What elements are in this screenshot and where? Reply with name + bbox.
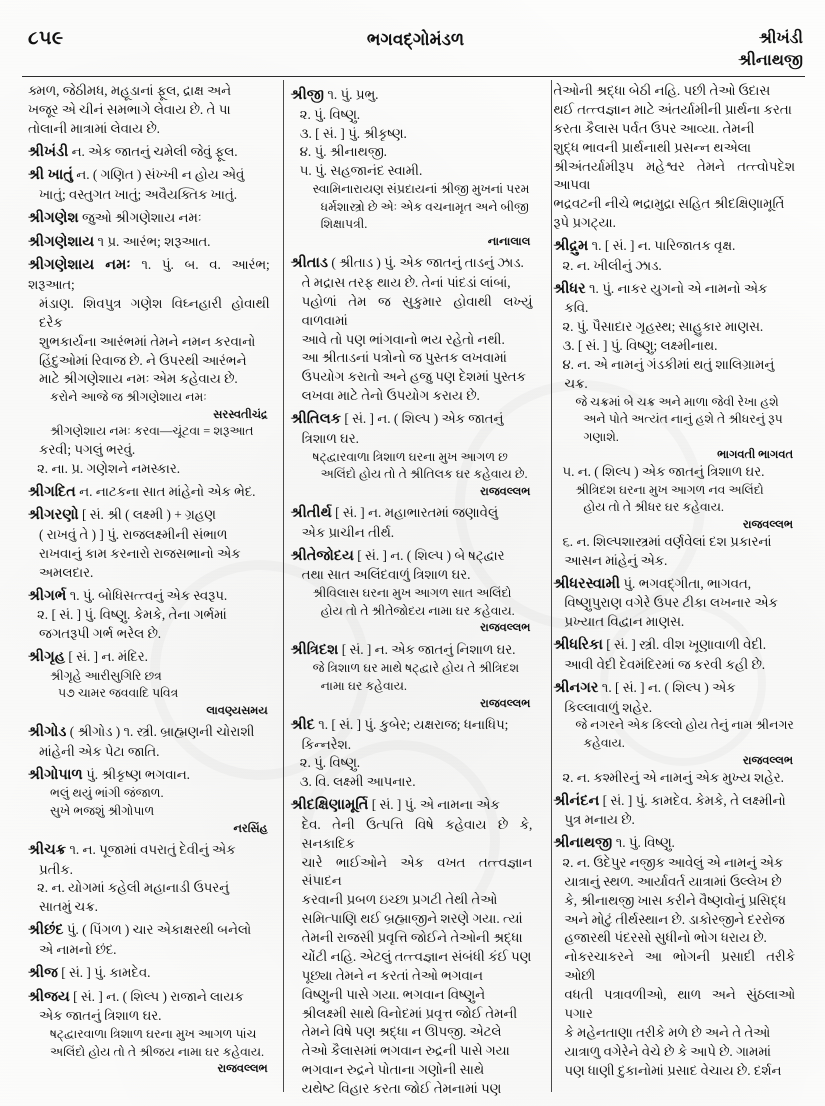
- entry-line: શ્રીઅંતર્યામીરૂપ મહેશ્વર તેમને તત્ત્વોપદેશ આપવા: [553, 158, 799, 193]
- entry-line: તેઓ કૈલાસમાં ભગવાન રુદ્રની પાસે ગયા: [301, 1043, 510, 1059]
- entry-line: હજારથી પંદરસો સુધીનો ભોગ ધરાય છે.: [564, 930, 767, 946]
- entry-line: ૨. પું. પૈસાદાર ગૃહસ્થ; સાહુકાર માણસ.: [562, 319, 764, 335]
- headword: શ્રીગણેશાય: [28, 233, 95, 250]
- definition-text: ૧. પું. નાકર યુગનો એ નામનો એક: [585, 280, 768, 296]
- entry-line: પહોળાં તેમ જ સુકુમાર હોવાથી લખ્યું વાળવામાં: [301, 293, 536, 328]
- dictionary-entry: [553, 678, 795, 699]
- entry-line: ૨. ન. ઉદેપુર નજીક આવેલું એ નામનું એક: [562, 854, 784, 870]
- entry-line: નાનાલાલ: [487, 236, 531, 249]
- left-column: [22, 82, 278, 1094]
- entry-line: નોકરચાકરને આ ભોગની પ્રસાદી તરીકે ઓછી: [564, 949, 799, 984]
- headword: શ્રીત્રિદશ: [290, 641, 339, 658]
- entry-line: વધતી પત્રાવળીઓ, થાળ અને સુંઠલાઓ પગાર: [564, 987, 799, 1021]
- dictionary-entry: [28, 255, 273, 295]
- entry-line: સુખે ભજશું શ્રીગોપાળ: [50, 804, 155, 819]
- entry-line: રાજવલ્લભ: [480, 622, 531, 635]
- headword: શ્રીખંડી: [28, 143, 69, 160]
- entry-line: ષટ્દ્વારવાળા ત્રિશાળ ઘરના મુખ આગળ છ: [312, 449, 508, 464]
- headword: શ્રીછંદ: [28, 922, 64, 939]
- headword: શ્રીદ: [290, 716, 315, 733]
- headword: શ્રીગણેશ: [28, 209, 79, 226]
- entry-line: કિલ્લાવાળું શહેર.: [564, 699, 653, 715]
- entry-line: સમિત્પાણિ થઈ બ્રહ્માજીને શરણે ગયા. ત્યાં: [301, 911, 523, 927]
- dictionary-entry: [28, 920, 270, 941]
- definition-text: [ સં. ] ન. મંદિર.: [65, 649, 148, 665]
- headword: શ્રીધર: [553, 280, 586, 297]
- dictionary-entry: [28, 840, 270, 861]
- definition-text: [ સં. ] ન. એક જાતનું નિશાળ ઘર.: [338, 641, 516, 657]
- definition-text: ૧. ન. પૂજામાં વપરાતું દેવીનું એક: [66, 841, 236, 857]
- entry-line: હોય તો તે શ્રીધર ઘર કહેવાય.: [583, 500, 724, 515]
- entry-line: ૨. ન. કશ્મીરનું એ નામનું એક મુખ્ય શહેર.: [562, 769, 784, 785]
- headword: શ્રીનગર: [553, 679, 599, 696]
- definition-text: [ સં. ] ન. મહાભારતમાં જણાવેલું: [331, 505, 499, 521]
- entry-line: તેમની રાજસી પ્રવૃત્તિ જોઈને તેઓની શ્રદ્ધા: [301, 930, 523, 946]
- headword: શ્રીદ્રુમ: [553, 238, 589, 254]
- entry-line: તે મદ્રાસ તરફ થાય છે. તેનાં પાંદડાં લાંબાં,: [301, 274, 511, 290]
- entry-line: જગતરૂપી ગર્ભ ભરેલ છે.: [39, 626, 162, 642]
- headword: શ્રીદક્ષિણામૂર્તિ: [290, 797, 369, 814]
- entry-line: વિષ્ણુની પાસે ગયા. ભગવાન વિષ્ણુને: [301, 986, 486, 1002]
- entry-line: શ્રીગણેશાય નમઃ કરવા—ચૂંટવા = શરૂઆત: [50, 424, 254, 439]
- definition-text: ૧. પું. વિષ્ણુ.: [612, 835, 675, 851]
- entry-line: હોય તો તે શ્રીતેજોદય નામા ઘર કહેવાય.: [320, 603, 515, 618]
- headword: શ્રીગૃહ: [28, 649, 66, 666]
- entry-line: રૂપે પ્રગટ્યા.: [553, 215, 616, 231]
- dictionary-entry: [553, 574, 795, 595]
- dictionary-entry: [28, 987, 270, 1008]
- dictionary-entry: [553, 635, 795, 656]
- entry-line: ૨. પું. વિષ્ણુ.: [299, 106, 361, 122]
- headword: શ્રીજ: [28, 964, 58, 981]
- entry-line: ૨. પું. વિષ્ણુ.: [299, 755, 361, 771]
- definition-text: પું. ( પિંગળ ) ચાર એકાક્ષરથી બનેલો: [63, 922, 252, 938]
- entry-line: ૫. પું. સહજાનંદ સ્વામી.: [299, 163, 423, 179]
- dictionary-entry: [291, 546, 533, 567]
- entry-line: રાખવાનું કામ કરનારો રાજસભાનો એક: [39, 545, 241, 561]
- definition-text: ( શ્રીગોડ ) ૧. સ્ત્રી. બ્રાહ્મણની ચોરાશી: [66, 724, 255, 740]
- entry-line: ભદ્રવટની નીચે ભદ્રામુદ્રા સહિત શ્રીદક્ષિણામૂર્તિ: [553, 196, 785, 212]
- entry-line: દેવ. તેની ઉત્પત્તિ વિષે કહેવાય છે કે, સનકાદિક: [301, 816, 536, 851]
- entry-line: તથા સાત અલિંદવાળું ત્રિશાળ ઘર.: [301, 567, 471, 583]
- entry-line: પુત્ર મનાય છે.: [564, 812, 635, 828]
- definition-text: ન. ( ગણિત ) સંખ્ખી ન હોય એવું: [72, 167, 245, 183]
- entry-line: તોલાની માત્રામાં લેવાય છે.: [28, 120, 160, 136]
- entry-line: ભાગવતી ભાગવત: [717, 448, 794, 461]
- entry-line: ( રાખવું તે ) ] પું. રાજલક્ષ્મીની સંભાળ: [39, 526, 228, 542]
- entry-line: મંડાણ. શિવપુત્ર ગણેશ વિઘ્નહારી હોવાથી દરેક: [39, 295, 273, 330]
- entry-line: લાવણ્યસમય: [206, 704, 268, 717]
- entry-line: ચારે ભાઈઓને એક વખત તત્ત્વજ્ઞાન સંપાદન: [301, 854, 536, 889]
- headword: શ્રીતાડ: [290, 255, 329, 272]
- entry-line: એ નામનો છંદ.: [39, 941, 117, 957]
- entry-line: રાજવલ્લભ: [742, 518, 794, 531]
- header-rule: [22, 76, 805, 77]
- dictionary-entry: [28, 208, 270, 229]
- entry-line: સાતમું ચક્ર.: [39, 899, 98, 915]
- guideword-first: શ્રીખંડી: [758, 30, 803, 47]
- entry-line: તેમને વિષે પણ શ્રદ્ધા ન ઊપજી. એટલે: [301, 1024, 502, 1040]
- text-columns: [22, 82, 803, 1097]
- entry-line: નરસિંહ: [233, 822, 268, 835]
- entry-line: સરસ્વતીચંદ્ર: [213, 408, 268, 421]
- entry-line: શ્રીત્રિદશ ઘરના મુખ આગળ નવ અલિંદો: [575, 482, 764, 497]
- definition-text: [ સં. ] ન. ( શિલ્પ ) રાજાને લાયક: [69, 988, 244, 1004]
- entry-line: એક જાતનું ત્રિશાળ ઘર.: [39, 1008, 162, 1024]
- dictionary-entry: [291, 503, 533, 524]
- headword: શ્રીગોપાળ: [28, 766, 83, 783]
- entry-line: એક પ્રાચીન તીર્થ.: [301, 524, 395, 540]
- page-number: ૮૫૯: [28, 28, 64, 49]
- entry-line: યથેષ્ટ વિહાર કરતા જોઈ તેમનામાં પણ: [301, 1081, 502, 1097]
- entry-line: વિષ્ણુપુરાણ વગેરે ઉપર ટીકા લખનાર એક: [564, 595, 778, 611]
- dictionary-entry: [28, 505, 270, 526]
- definition-text: [ સં. ] ન. ( શિલ્પ ) એક જાતનું: [341, 411, 504, 427]
- entry-line: શિક્ષાપત્રી.: [320, 217, 368, 232]
- entry-line: રાજવલ્લભ: [480, 697, 531, 710]
- entry-line: કવિ.: [564, 300, 589, 316]
- entry-line: ૪. ન. એ નામનું ગંડકીમાં થતું શાલિગ્રામનું: [562, 356, 775, 372]
- entry-line: સ્વામિનારાયણ સંપ્રદાયનાં શ્રીજી મુખનાં પરમ: [312, 182, 530, 197]
- right-column: [547, 82, 803, 1094]
- dictionary-entry: [291, 715, 533, 736]
- entry-line: ૩. [ સં. ] પું. વિષ્ણુ; લક્ષ્મીનાથ.: [562, 338, 718, 354]
- dictionary-entry: [28, 142, 270, 163]
- entry-line: કરતા કૈલાસ પર્વત ઉપર આવ્યા. તેમની: [553, 120, 755, 136]
- entry-line: આવી વેદી દેવમંદિરમાં જ કરવી કહી છે.: [564, 656, 766, 672]
- entry-line: ૨. [ સં. ] પું. વિષ્ણુ. કેમકે, તેના ગર્ભમાં: [37, 607, 227, 623]
- headword: શ્રીગદિત: [28, 483, 76, 500]
- definition-text: [ સં. ] પું. કામદેવ.: [57, 964, 151, 980]
- dictionary-entry: [291, 409, 533, 430]
- running-title: ભગવદ્ગોમંડળ: [366, 30, 465, 49]
- entry-line: આ શ્રીતાડનાં પત્રોનો જ પુસ્તક લખવામાં: [301, 350, 507, 366]
- entry-line: અને પોતે અત્યંત નાનું હશે તે શ્રીધરનું રૂપ: [583, 412, 783, 427]
- entry-line: ત્રિશાળ ઘર.: [301, 430, 359, 446]
- entry-line: ૬. ન. શિલ્પશાસ્ત્રમાં વર્ણવેલાં દશ પ્રકારનાં: [562, 533, 772, 549]
- entry-line: થઈ તત્ત્વજ્ઞાન માટે અંતર્યામીની પ્રાર્થના કરતા: [553, 101, 792, 117]
- entry-line: કે મહેનતાણા તરીકે મળે છે અને તે તેઓ: [564, 1024, 771, 1040]
- dictionary-entry: [28, 963, 270, 984]
- entry-line: જે ત્રિશાળ ઘર માથે ષટ્દ્વારે હોય તે શ્રીત્રિદશ: [312, 661, 520, 676]
- entry-line: રાજવલ્લભ: [480, 485, 531, 498]
- entry-line: કે, શ્રીનાથજી ખાસ કરીને વૈષ્ણવોનું પ્રસિદ્ધ: [564, 892, 787, 908]
- entry-line: માંહેની એક પેટા જાતિ.: [39, 743, 160, 759]
- headword: શ્રીગરણો: [28, 507, 79, 524]
- entry-line: અને મોટું તીર્થસ્થાન છે. ડાકોરજીને દરરોજ: [564, 911, 785, 927]
- dictionary-entry: [553, 833, 795, 854]
- definition-text: જુઓ શ્રીગણેશાય નમઃ: [78, 209, 202, 225]
- dictionary-entry: [291, 85, 533, 106]
- entry-line: આવે તો પણ ભાંગવાનો ભય રહેતો નથી.: [301, 331, 505, 347]
- definition-text: [ સં. ] પું. એ નામના એક: [368, 797, 500, 813]
- entry-line: ૨. ના. પ્ર. ગણેશને નમસ્કાર.: [37, 460, 181, 476]
- entry-line: જે નગરને એક કિલ્લો હોય તેનું નામ શ્રીનગર: [575, 718, 794, 733]
- definition-text: ૧. [ સં. ] ન. પારિજાતક વૃક્ષ.: [588, 238, 736, 253]
- headword: શ્રીતીર્થ: [290, 505, 332, 522]
- dictionary-entry: [28, 765, 270, 786]
- definition-text: ૧. [ સં. ] પું. કુબેર; યક્ષરાજ; ધનાધિપ;: [314, 716, 509, 732]
- entry-line: શ્રીલક્ષ્મી સાથે વિનોદમાં પ્રવૃત્ત જોઈ તેમની: [301, 1005, 518, 1021]
- entry-line: કરવી; પગલું ભરવું.: [39, 441, 136, 457]
- entry-line: ધર્મશાસ્ત્રો છે એઃ એક વચનામૃત અને બીજી: [320, 199, 529, 214]
- entry-line: ભગવાન રુદ્રને પોતાના ગણોની સાથે: [301, 1062, 485, 1078]
- entry-line: શુદ્ધ ભાવની પ્રાર્થનાથી પ્રસન્ન થએલા: [553, 139, 751, 155]
- headword: શ્રીતિલક: [290, 411, 342, 428]
- dictionary-entry: [553, 791, 795, 812]
- entry-line: અમલદાર.: [39, 564, 94, 580]
- definition-text: પું. ભગવદ્ગીતા, ભાગવત,: [620, 575, 752, 591]
- entry-line: શ્રીવિલાસ ઘરના મુખ આગળ સાત અલિંદો: [312, 586, 512, 601]
- dictionary-entry: [553, 279, 795, 300]
- entry-line: ષટ્દ્વારવાળા ત્રિશાળ ઘરના મુખ આગળ પાંચ: [50, 1027, 257, 1042]
- entry-line: કરવાની પ્રબળ ઇચ્છા પ્રગટી તેથી તેઓ: [301, 892, 498, 908]
- entry-line: ચોંટી નહિ. એટલું તત્ત્વજ્ઞાન સંબંધી કંઈ પણ: [301, 948, 532, 964]
- entry-line: ૨. ન. ખીલીનું ઝાડ.: [562, 257, 662, 273]
- entry-line: ૫. ન. ( શિલ્પ ) એક જાતનું ત્રિશાળ ઘર.: [562, 463, 765, 479]
- definition-text: ( શ્રીતાડ ) પું. એક જાતનું તાડનું ઝાડ.: [328, 255, 524, 271]
- definition-text: ન. નાટકના સાત માંહેનો એક ભેદ.: [75, 483, 256, 499]
- entry-line: હિંદુઓમાં રિવાજ છે. ને ઉપરથી આરંભને: [39, 352, 247, 368]
- entry-line: તેઓની શ્રદ્ધા બેઠી નહિ. પછી તેઓ ઉદાસ: [553, 83, 771, 98]
- running-head-guidewords: [738, 28, 803, 71]
- headword: શ્રીધરસ્વામી: [553, 575, 621, 592]
- entry-line: અલિંદો હોય તો તે શ્રીતિલક ઘર કહેવાય છે.: [320, 467, 528, 482]
- dictionary-entry: [553, 236, 795, 257]
- definition-text: [ સં. ] સ્ત્રી. વીશ ખૂણાવાળી વેદી.: [602, 637, 767, 653]
- dictionary-entry: [28, 165, 270, 186]
- running-head: [28, 28, 803, 76]
- definition-text: ન. એક જાતનું ચમેલી જેવું ફૂલ.: [68, 143, 238, 159]
- entry-line: યાત્રાનું સ્થળ. આર્યાવર્ત યાત્રામાં ઉલ્લેખ છે: [564, 873, 782, 889]
- entry-line: જે ચક્રમાં બે ચક્ર અને માળા જેવી રેખા હશે: [575, 394, 779, 409]
- headword: શ્રીનાથજી: [553, 835, 613, 852]
- dictionary-entry: [28, 722, 270, 743]
- entry-line: ૩. વિ. લક્ષ્મી આપનાર.: [299, 774, 416, 790]
- entry-line: યાત્રાળુ વગેરેને વેચે છે કે આપે છે. ગામમાં: [564, 1043, 772, 1059]
- headword: શ્રીધરિકા: [553, 637, 603, 654]
- entry-line: ૨. ન. યોગમાં કહેલી મહાનાડી ઉપરનું: [37, 880, 230, 896]
- definition-text: [ સં. શ્રી ( લક્ષ્મી ) + ગ્રહણ: [78, 507, 216, 523]
- entry-line: પ્રખ્યાત વિદ્વાન માણસ.: [564, 614, 685, 630]
- definition-text: ૧ પ્ર. આરંભ; શરૂઆત.: [94, 233, 211, 249]
- entry-line: નામા ઘર કહેવાય.: [320, 679, 407, 693]
- entry-line: ખજૂર એ ચીનં સમભાગે લેવાય છે. તે પા: [28, 101, 231, 117]
- entry-line: ક્મળ, જેઠીમધ, મહૂડાનાં ફૂલ, દ્રાક્ષ અને: [28, 83, 232, 98]
- headword: શ્રીજય: [28, 988, 70, 1005]
- entry-line: આસન માંહેનું એક.: [564, 552, 668, 568]
- dictionary-entry: [28, 586, 270, 607]
- definition-text: ૧. પું. બોધિસત્ત્વનું એક સ્વરૂપ.: [66, 587, 228, 603]
- headword: શ્રી ખાતું: [28, 167, 73, 184]
- entry-line: ૩. [ સં. ] પું. શ્રીકૃષ્ણ.: [299, 125, 407, 141]
- headword: શ્રીગોડ: [28, 724, 67, 741]
- entry-line: ઉપયોગ કરાતો અને હજુ પણ દેશમાં પુસ્તક: [301, 369, 526, 385]
- entry-line: કિન્નરેશ.: [301, 736, 352, 752]
- headword: શ્રીગર્ભ: [28, 587, 67, 604]
- entry-line: ચક્ર.: [564, 375, 588, 391]
- definition-text: ૧. [ સં. ] ન. ( શિલ્પ ) એક: [598, 679, 736, 695]
- dictionary-entry: [291, 640, 533, 661]
- definition-text: ૧. પું. બ. વ. આરંભ; શરૂઆત;: [28, 257, 273, 293]
- definition-text: ૧. પું. પ્રભુ.: [324, 87, 379, 102]
- entry-line: શુભકાર્યના આરંભમાં તેમને નમન કરવાનો: [39, 333, 256, 349]
- entry-line: અલિંદો હોય તો તે શ્રીજય નામા ઘર કહેવાય.: [50, 1044, 265, 1059]
- dictionary-entry: [291, 253, 533, 274]
- middle-column: [285, 82, 541, 1097]
- headword: શ્રીતેજોદય: [290, 547, 354, 564]
- entry-line: પણ ધાણી દુકાનોમાં પ્રસાદ વેચાય છે. દર્શન: [564, 1062, 782, 1078]
- entry-line: ભલું થયું ભાંગી જંજાળ.: [50, 786, 164, 801]
- headword: શ્રીગણેશાય નમઃ: [28, 257, 131, 274]
- entry-line: ગણાશે.: [583, 429, 619, 444]
- entry-line: રાજવલ્લભ: [742, 754, 794, 767]
- headword: શ્રીનંદન: [553, 792, 600, 809]
- guideword-last: શ્રીનાથજી: [738, 51, 803, 69]
- entry-line: માટે શ્રીગણેશાય નમઃ એમ કહેવાય છે.: [39, 371, 238, 387]
- dictionary-entry: [28, 482, 270, 503]
- entry-line: ખાતું; વસ્તુગત ખાતું; અવૈયક્તિક ખાતું.: [39, 187, 238, 203]
- entry-line: ૪. પું. શ્રીનાથજી.: [299, 144, 387, 160]
- dictionary-entry: [28, 647, 270, 668]
- headword: શ્રીચક્ર: [28, 841, 67, 858]
- definition-text: [ સં. ] ન. ( શિલ્પ ) બે ષટ્દ્વાર: [353, 547, 505, 563]
- entry-line: ૫૭ ચામર જવવાદિ પવિત્ર: [58, 686, 179, 701]
- dictionary-entry: [291, 795, 533, 816]
- entry-line: શ્રીગૃહે આરીસુગિરિ છત્ર: [50, 668, 162, 683]
- entry-line: રાજવલ્લભ: [217, 1063, 268, 1076]
- entry-line: કરોને આજે જ શ્રીગણેશાય નમઃ: [50, 390, 207, 405]
- dictionary-entry: [28, 232, 270, 253]
- definition-text: પું. શ્રીકૃષ્ણ ભગવાન.: [82, 766, 190, 782]
- headword: શ્રીજી: [290, 87, 325, 103]
- entry-line: પ્રતીક.: [39, 861, 73, 877]
- entry-line: કહેવાય.: [583, 736, 625, 750]
- entry-line: પૂછ્યા તેમને ન કરતાં તેઓ ભગવાન: [301, 967, 483, 983]
- entry-line: લખવા માટે તેનો ઉપયોગ કરાય છે.: [301, 388, 480, 404]
- definition-text: [ સં. ] પું. કામદેવ. કેમકે, તે લક્ષ્મીનો: [599, 792, 786, 808]
